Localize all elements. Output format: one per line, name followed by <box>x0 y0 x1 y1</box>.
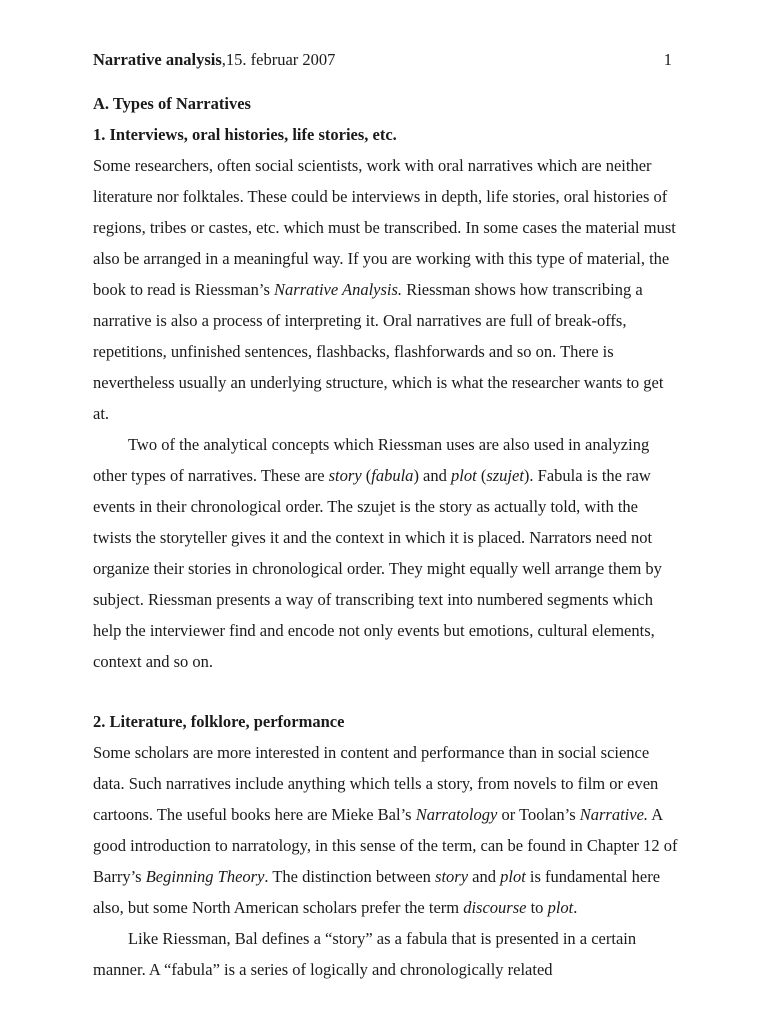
section-2-heading: 2. Literature, folklore, performance <box>93 712 345 731</box>
text-run: is fundamental here also, but some North American scholars prefer the term <box>93 867 661 917</box>
document-body <box>93 88 678 985</box>
page-number: 1 <box>663 50 672 69</box>
section-spacer <box>93 677 678 706</box>
term-story: story <box>328 466 362 485</box>
text-run: ). Fabula is the raw events in their chronological order. The szujet is the story as actually told, with the twists the storyteller gives it and the context in which it is placed. Narrators need not organize their stories in chronological order. They might equally well arrange them by subject. Riessman presents a way of transcribing text into numbered segments which help the interviewer find and encode not only events but emotions, cultural elements, context and so on. <box>93 466 662 671</box>
term-plot: plot <box>500 867 526 886</box>
text-run: A good introduction to narratology, in this sense of the term, can be found in Chapter 12 of Barry’s <box>93 805 678 886</box>
text-run: . The distinction between <box>264 867 436 886</box>
section-1-paragraph-1 <box>93 150 678 429</box>
term-fabula: fabula <box>371 466 414 485</box>
term-plot: plot <box>451 466 477 485</box>
page-header <box>93 50 672 70</box>
section-2-paragraph-1 <box>93 737 678 923</box>
text-run: ( <box>361 466 372 485</box>
text-run: Like Riessman, Bal defines a “story” as a fabula that is presented in a certain manner. A “fabula” is a series of logically and chronologically related <box>93 929 637 979</box>
term-plot: plot <box>547 898 574 917</box>
text-run: or Toolan’s <box>497 805 580 824</box>
term-discourse: discourse <box>463 898 527 917</box>
text-run: and <box>468 867 501 886</box>
book-title-beginning-theory: Beginning Theory <box>145 867 265 886</box>
section-1-heading: 1. Interviews, oral histories, life stories, etc. <box>93 125 397 144</box>
book-title-narratology: Narratology <box>415 805 498 824</box>
text-run: Some scholars are more interested in content and performance than in social science data. Such narratives include anything which tells a story, from novels to film or even cartoons. The useful books here are Mieke Bal’s <box>93 743 659 824</box>
text-run: to <box>526 898 548 917</box>
text-run: Some researchers, often social scientists, work with oral narratives which are neither literature nor folktales. These could be interviews in depth, life stories, oral histories of regions, tribes or castes, etc. which must be transcribed. In some cases the material must also be arranged in a meaningful way. If you are working with this type of material, the book to read is Riessman’s <box>93 156 676 299</box>
section-2-paragraph-2 <box>93 923 678 985</box>
text-run: ) and <box>413 466 452 485</box>
text-run: . <box>573 898 578 917</box>
document-title: Narrative analysis <box>93 50 222 69</box>
text-run: ( <box>476 466 487 485</box>
text-run: Two of the analytical concepts which Riessman uses are also used in analyzing other types of narratives. These are <box>93 435 650 485</box>
text-run: Riessman shows how transcribing a narrative is also a process of interpreting it. Oral narratives are full of break-offs, repetitions, unfinished sentences, flashbacks, flashforwards and so on. There is nevertheless usually an underlying structure, which is what the researcher wants to get at. <box>93 280 664 423</box>
book-title-narrative: Narrative. <box>579 805 649 824</box>
book-title-narrative-analysis: Narrative Analysis. <box>274 280 403 299</box>
section-a-heading: A. Types of Narratives <box>93 94 251 113</box>
term-szujet: szujet <box>486 466 524 485</box>
term-story: story <box>435 867 469 886</box>
section-1-paragraph-2 <box>93 429 678 677</box>
document-date: ,15. februar 2007 <box>221 50 336 69</box>
